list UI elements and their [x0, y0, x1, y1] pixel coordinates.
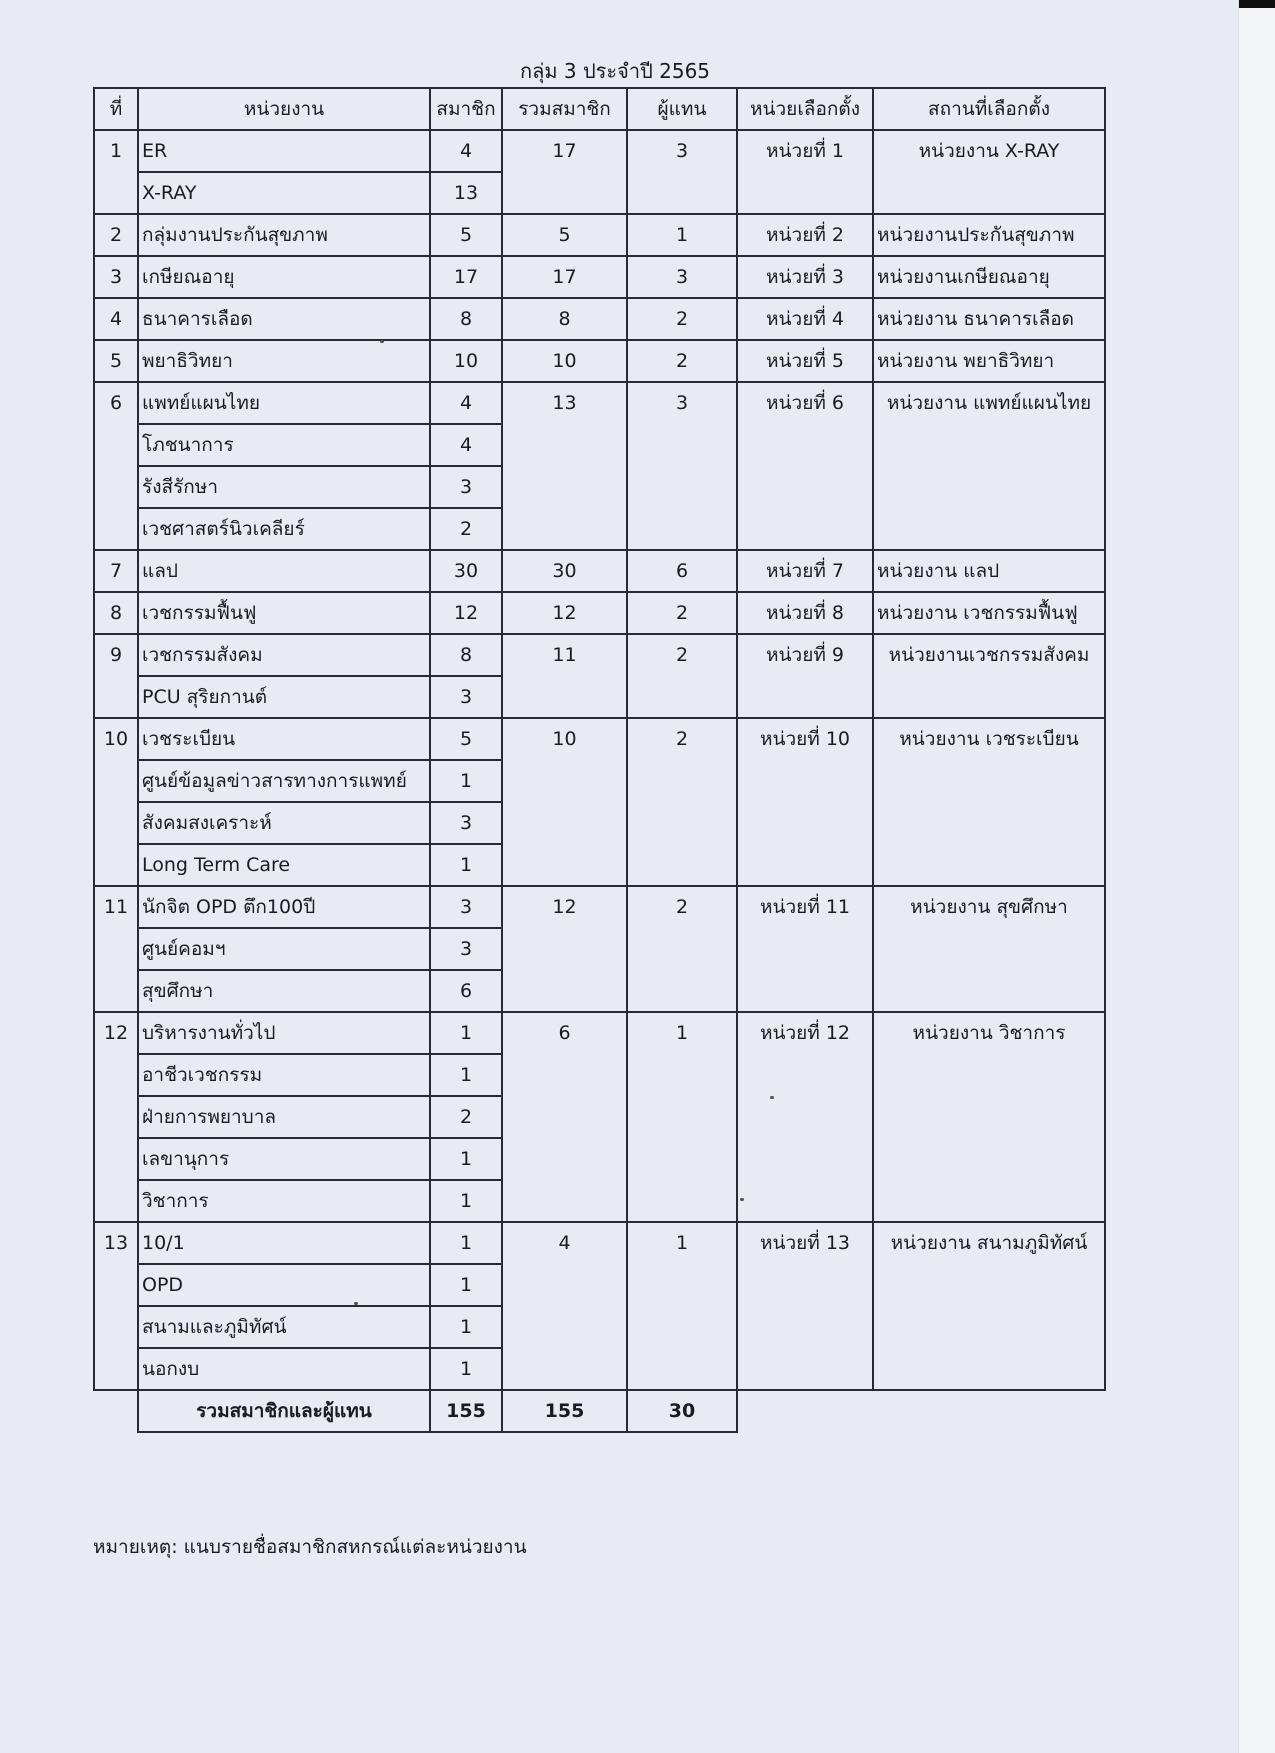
- unit-name: OPD: [138, 1264, 430, 1306]
- unit-members: 3: [430, 928, 502, 970]
- unit-members: 4: [430, 130, 502, 172]
- unit-members: 6: [430, 970, 502, 1012]
- header-poll-unit: หน่วยเลือกตั้ง: [737, 88, 873, 130]
- group-poll-place: หน่วยงาน เวชระเบียน: [873, 718, 1105, 886]
- group-reps: 2: [627, 634, 737, 718]
- footnote: หมายเหตุ: แนบรายชื่อสมาชิกสหกรณ์แต่ละหน่วยงาน: [93, 1536, 527, 1558]
- group-reps: 3: [627, 256, 737, 298]
- group-poll-place: หน่วยงาน วิชาการ: [873, 1012, 1105, 1222]
- unit-members: 8: [430, 298, 502, 340]
- unit-name: Long Term Care: [138, 844, 430, 886]
- group-poll-place: หน่วยงาน X-RAY: [873, 130, 1105, 214]
- group-reps: 1: [627, 1012, 737, 1222]
- unit-name: พยาธิวิทยา: [138, 340, 430, 382]
- total-blank-cell: [737, 1390, 873, 1432]
- group-total-members: 12: [502, 592, 627, 634]
- table-body: [94, 130, 1105, 1390]
- group-number: 3: [94, 256, 138, 298]
- table-row: [94, 256, 1105, 298]
- unit-name: แลป: [138, 550, 430, 592]
- total-row: [94, 1390, 1105, 1432]
- unit-name: สนามและภูมิทัศน์: [138, 1306, 430, 1348]
- unit-name: บริหารงานทั่วไป: [138, 1012, 430, 1054]
- group-total-members: 5: [502, 214, 627, 256]
- unit-members: 1: [430, 1222, 502, 1264]
- unit-name: เกษียณอายุ: [138, 256, 430, 298]
- group-total-members: 6: [502, 1012, 627, 1222]
- group-poll-place: หน่วยงาน สนามภูมิทัศน์: [873, 1222, 1105, 1390]
- table-row: [94, 298, 1105, 340]
- unit-name: นอกงบ: [138, 1348, 430, 1390]
- scan-speck: [380, 340, 384, 343]
- unit-members: 1: [430, 1138, 502, 1180]
- table-row: [94, 1222, 1105, 1264]
- unit-members: 1: [430, 1306, 502, 1348]
- group-poll-unit: หน่วยที่ 1: [737, 130, 873, 214]
- members-table: [93, 87, 1106, 1433]
- unit-members: 1: [430, 1012, 502, 1054]
- unit-members: 10: [430, 340, 502, 382]
- header-unit: หน่วยงาน: [138, 88, 430, 130]
- unit-name: รังสีรักษา: [138, 466, 430, 508]
- unit-name: กลุ่มงานประกันสุขภาพ: [138, 214, 430, 256]
- table-row: [94, 382, 1105, 424]
- unit-name: PCU สุริยกานต์: [138, 676, 430, 718]
- unit-members: 4: [430, 382, 502, 424]
- group-poll-unit: หน่วยที่ 3: [737, 256, 873, 298]
- unit-name: สุขศึกษา: [138, 970, 430, 1012]
- group-poll-place: หน่วยงานประกันสุขภาพ: [873, 214, 1105, 256]
- group-total-members: 13: [502, 382, 627, 550]
- group-number: 10: [94, 718, 138, 886]
- group-number: 1: [94, 130, 138, 214]
- unit-name: 10/1: [138, 1222, 430, 1264]
- unit-members: 3: [430, 886, 502, 928]
- page-title: กลุ่ม 3 ประจำปี 2565: [519, 59, 711, 83]
- total-label: รวมสมาชิกและผู้แทน: [138, 1390, 430, 1432]
- unit-name: นักจิต OPD ตึก100ปี: [138, 886, 430, 928]
- unit-members: 12: [430, 592, 502, 634]
- total-blank-cell: [94, 1390, 138, 1432]
- group-poll-unit: หน่วยที่ 4: [737, 298, 873, 340]
- unit-name: แพทย์แผนไทย: [138, 382, 430, 424]
- group-reps: 1: [627, 1222, 737, 1390]
- group-poll-unit: หน่วยที่ 6: [737, 382, 873, 550]
- unit-members: 1: [430, 1054, 502, 1096]
- unit-name: เวชศาสตร์นิวเคลียร์: [138, 508, 430, 550]
- unit-name: ศูนย์ข้อมูลข่าวสารทางการแพทย์: [138, 760, 430, 802]
- unit-members: 2: [430, 1096, 502, 1138]
- table-row: [94, 592, 1105, 634]
- table-row: [94, 1012, 1105, 1054]
- group-total-members: 10: [502, 718, 627, 886]
- unit-name: วิชาการ: [138, 1180, 430, 1222]
- group-number: 4: [94, 298, 138, 340]
- total-members: 155: [430, 1390, 502, 1432]
- unit-name: โภชนาการ: [138, 424, 430, 466]
- group-reps: 6: [627, 550, 737, 592]
- group-reps: 1: [627, 214, 737, 256]
- group-poll-place: หน่วยงาน เวชกรรมฟื้นฟู: [873, 592, 1105, 634]
- group-number: 5: [94, 340, 138, 382]
- scan-page-edge: [1238, 0, 1275, 1753]
- group-poll-place: หน่วยงาน พยาธิวิทยา: [873, 340, 1105, 382]
- header-total-members: รวมสมาชิก: [502, 88, 627, 130]
- unit-members: 4: [430, 424, 502, 466]
- group-number: 2: [94, 214, 138, 256]
- unit-members: 8: [430, 634, 502, 676]
- unit-name: เวชกรรมสังคม: [138, 634, 430, 676]
- group-poll-place: หน่วยงาน แลป: [873, 550, 1105, 592]
- group-reps: 3: [627, 130, 737, 214]
- header-poll-place: สถานที่เลือกตั้ง: [873, 88, 1105, 130]
- group-total-members: 17: [502, 256, 627, 298]
- scan-speck: [770, 1096, 774, 1099]
- unit-name: ศูนย์คอมฯ: [138, 928, 430, 970]
- group-poll-place: หน่วยงาน สุขศึกษา: [873, 886, 1105, 1012]
- group-total-members: 12: [502, 886, 627, 1012]
- unit-name: สังคมสงเคราะห์: [138, 802, 430, 844]
- unit-name: ธนาคารเลือด: [138, 298, 430, 340]
- total-reps: 30: [627, 1390, 737, 1432]
- group-reps: 2: [627, 718, 737, 886]
- unit-members: 1: [430, 1264, 502, 1306]
- group-total-members: 17: [502, 130, 627, 214]
- header-row: [94, 88, 1105, 130]
- group-poll-unit: หน่วยที่ 5: [737, 340, 873, 382]
- group-poll-unit: หน่วยที่ 11: [737, 886, 873, 1012]
- unit-members: 30: [430, 550, 502, 592]
- group-total-members: 10: [502, 340, 627, 382]
- unit-name: X-RAY: [138, 172, 430, 214]
- group-reps: 2: [627, 340, 737, 382]
- unit-members: 2: [430, 508, 502, 550]
- table-row: [94, 340, 1105, 382]
- unit-name: เลขานุการ: [138, 1138, 430, 1180]
- group-number: 13: [94, 1222, 138, 1390]
- header-no: ที่: [94, 88, 138, 130]
- table-row: [94, 718, 1105, 760]
- group-poll-unit: หน่วยที่ 9: [737, 634, 873, 718]
- unit-members: 1: [430, 1180, 502, 1222]
- total-blank-cell: [873, 1390, 1105, 1432]
- unit-members: 1: [430, 760, 502, 802]
- group-total-members: 4: [502, 1222, 627, 1390]
- scan-corner-mark: [1239, 0, 1275, 8]
- header-reps: ผู้แทน: [627, 88, 737, 130]
- unit-name: ฝ่ายการพยาบาล: [138, 1096, 430, 1138]
- scan-speck: [354, 1302, 358, 1305]
- table-row: [94, 130, 1105, 172]
- group-reps: 2: [627, 886, 737, 1012]
- group-total-members: 11: [502, 634, 627, 718]
- table-row: [94, 214, 1105, 256]
- group-poll-place: หน่วยงาน ธนาคารเลือด: [873, 298, 1105, 340]
- total-sum-members: 155: [502, 1390, 627, 1432]
- group-number: 11: [94, 886, 138, 1012]
- group-number: 8: [94, 592, 138, 634]
- group-reps: 2: [627, 592, 737, 634]
- unit-members: 5: [430, 718, 502, 760]
- unit-members: 3: [430, 466, 502, 508]
- table-row: [94, 634, 1105, 676]
- header-members: สมาชิก: [430, 88, 502, 130]
- group-poll-place: หน่วยงานเวชกรรมสังคม: [873, 634, 1105, 718]
- group-number: 6: [94, 382, 138, 550]
- group-poll-unit: หน่วยที่ 10: [737, 718, 873, 886]
- group-poll-place: หน่วยงาน แพทย์แผนไทย: [873, 382, 1105, 550]
- scan-speck: [740, 1198, 744, 1201]
- unit-members: 17: [430, 256, 502, 298]
- group-total-members: 30: [502, 550, 627, 592]
- group-number: 12: [94, 1012, 138, 1222]
- group-poll-unit: หน่วยที่ 13: [737, 1222, 873, 1390]
- group-poll-unit: หน่วยที่ 8: [737, 592, 873, 634]
- table-row: [94, 550, 1105, 592]
- unit-members: 5: [430, 214, 502, 256]
- unit-members: 13: [430, 172, 502, 214]
- unit-name: เวชกรรมฟื้นฟู: [138, 592, 430, 634]
- group-reps: 3: [627, 382, 737, 550]
- unit-members: 3: [430, 802, 502, 844]
- unit-members: 1: [430, 1348, 502, 1390]
- unit-members: 3: [430, 676, 502, 718]
- unit-name: เวชระเบียน: [138, 718, 430, 760]
- unit-members: 1: [430, 844, 502, 886]
- group-number: 7: [94, 550, 138, 592]
- unit-name: ER: [138, 130, 430, 172]
- group-poll-unit: หน่วยที่ 12: [737, 1012, 873, 1222]
- group-number: 9: [94, 634, 138, 718]
- group-total-members: 8: [502, 298, 627, 340]
- group-poll-unit: หน่วยที่ 7: [737, 550, 873, 592]
- group-poll-place: หน่วยงานเกษียณอายุ: [873, 256, 1105, 298]
- group-reps: 2: [627, 298, 737, 340]
- unit-name: อาชีวเวชกรรม: [138, 1054, 430, 1096]
- group-poll-unit: หน่วยที่ 2: [737, 214, 873, 256]
- table-row: [94, 886, 1105, 928]
